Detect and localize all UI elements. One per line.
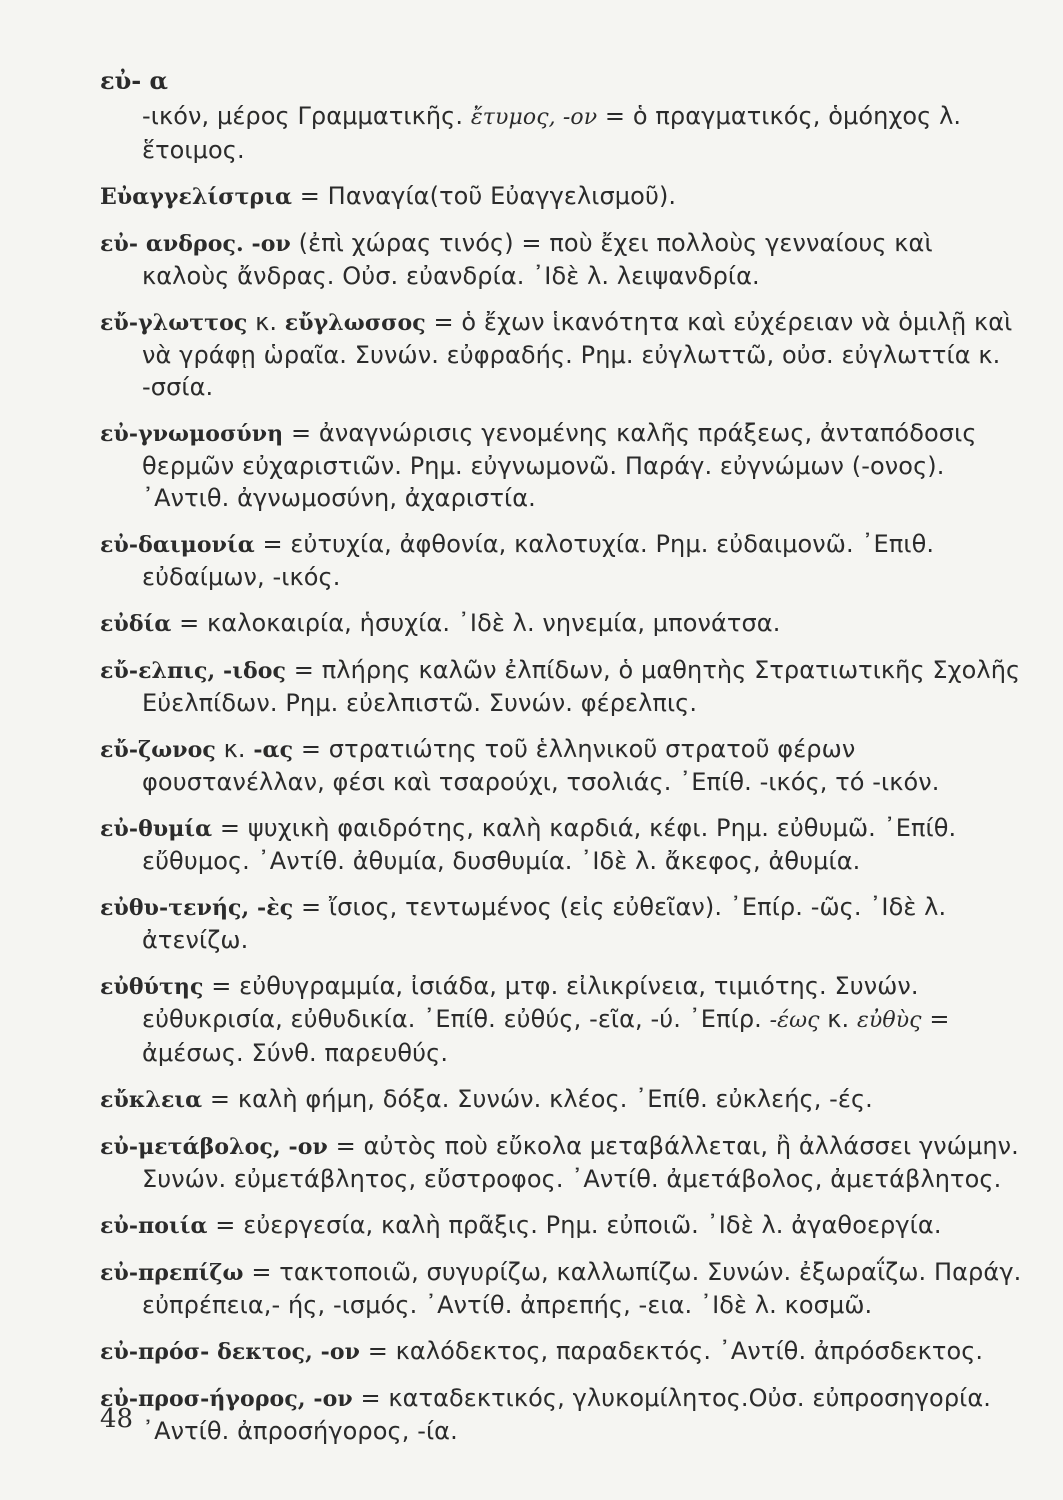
entry-text: = ψυχικὴ φαιδρότης, καλὴ καρδιά, κέφι. Ρημ. εὐθυμῶ. ᾿Επίθ. εὔθυμος. ᾿Αντίθ. ἀθυμία, δυσθυμία. ᾿Ιδὲ λ. ἄκεφος, ἀθυμία. bbox=[142, 814, 957, 875]
entry-text: = στρατιώτης τοῦ ἑλληνικοῦ στρατοῦ φέρων φουστανέλλαν, φέσι καὶ τσαρούχι, τσολιάς. ᾿Επίθ. -ικός, τό -ικόν. bbox=[142, 735, 940, 796]
dictionary-entry bbox=[100, 180, 1023, 213]
entry-text: = Παναγία(τοῦ Εὐαγγελισμοῦ). bbox=[292, 182, 677, 210]
entry-text: = καταδεκτικός, γλυκομίλητος.Οὐσ. εὐπροσηγορία. ᾿Αντίθ. ἀπροσήγορος, -ία. bbox=[142, 1384, 992, 1445]
entry-text: (ἐπὶ χώρας τινός) = ποὺ ἔχει πολλοὺς γενναίους καὶ καλοὺς ἄνδρας. Οὐσ. εὐανδρία. ᾿Ιδὲ λ. λειψανδρία. bbox=[142, 229, 933, 290]
dictionary-entry bbox=[100, 227, 1023, 292]
entry-italic: ἔτυμος, -ον bbox=[470, 105, 598, 130]
entry-italic: -έως bbox=[769, 1008, 820, 1033]
dictionary-entry bbox=[100, 1382, 1023, 1447]
entry-headword: εὐ-δαιμονία bbox=[100, 532, 255, 558]
entry-text: = καλόδεκτος, παραδεκτός. ᾿Αντίθ. ἀπρόσδεκτος. bbox=[359, 1337, 984, 1365]
entry-headword: εὔ-ελπις, -ιδος bbox=[100, 658, 287, 684]
entry-text: = ἀναγνώρισις γενομένης καλῆς πράξεως, ἀνταπόδοσις θερμῶν εὐχαριστιῶν. Ρημ. εὐγνωμονῶ. Παράγ. εὐγνώμων (-ονος). ᾿Αντιθ. ἀγνωμοσύνη, ἀχαριστία. bbox=[142, 419, 977, 512]
dictionary-entry bbox=[100, 1209, 1023, 1242]
entry-text: = ὁ ἔχων ἱκανότητα καὶ εὐχέρειαν νὰ ὁμιλῇ καὶ νὰ γράφῃ ὡραῖα. Συνών. εὐφραδής. Ρημ. εὐγλωττῶ, οὐσ. εὐγλωττία κ. -σσία. bbox=[142, 308, 1013, 401]
dictionary-entry bbox=[100, 528, 1023, 593]
page-header: εὐ- α bbox=[100, 66, 169, 95]
dictionary-entry bbox=[100, 891, 1023, 956]
entry-text: κ. bbox=[215, 735, 254, 763]
dictionary-entry bbox=[100, 1335, 1023, 1368]
entry-headword: -ας bbox=[253, 737, 294, 763]
dictionary-entry bbox=[100, 306, 1023, 403]
dictionary-entry bbox=[100, 812, 1023, 877]
entry-text: = ὁ πραγματικός, ὁμόηχος λ. ἕτοιμος. bbox=[142, 102, 962, 164]
entry-headword: εὐ- ανδρος. -ον bbox=[100, 231, 291, 257]
entry-text: = ἴσιος, τεντωμένος (εἰς εὐθεῖαν). ᾿Επίρ. -ῶς. ᾿Ιδὲ λ. ἀτενίζω. bbox=[142, 893, 947, 954]
entry-headword: εὐθυ-τενής, -ὲς bbox=[100, 895, 294, 921]
entry-headword: εὐ-θυμία bbox=[100, 816, 213, 842]
entry-headword: εὐ-γνωμοσύνη bbox=[100, 421, 284, 447]
entry-headword: εὐ-μετάβολος, -ον bbox=[100, 1134, 328, 1160]
dictionary-entry bbox=[100, 100, 1023, 166]
entry-text: κ. bbox=[247, 308, 285, 336]
entry-headword: εὐθύτης bbox=[100, 974, 204, 1000]
entry-headword: εὐδία bbox=[100, 611, 172, 637]
entry-headword: εὐ-πρόσ- δεκτος, -ον bbox=[100, 1339, 360, 1365]
dictionary-entry bbox=[100, 733, 1023, 798]
entry-text: = καλοκαιρία, ἡσυχία. ᾿Ιδὲ λ. νηνεμία, μπονάτσα. bbox=[171, 609, 781, 637]
entry-headword: εὐ-προσ-ήγορος, -ον bbox=[100, 1386, 353, 1412]
entry-headword: εὔγλωσσος bbox=[284, 310, 426, 336]
entry-headword: εὔκλεια bbox=[100, 1087, 203, 1113]
entry-text: κ. bbox=[819, 1005, 857, 1033]
entry-headword: Εὐαγγελίστρια bbox=[100, 184, 292, 210]
entry-text: = ἀμέσως. Σύνθ. παρευθύς. bbox=[142, 1005, 950, 1067]
entry-text: = εὐθυγραμμία, ἰσιάδα, μτφ. εἰλικρίνεια, τιμιότης. Συνών. εὐθυκρισία, εὐθυδικία. ᾿Επίθ. εὐθύς, -εῖα, -ύ. ᾿Επίρ. bbox=[142, 972, 919, 1033]
dictionary-entry bbox=[100, 970, 1023, 1069]
entry-text: = εὐτυχία, ἀφθονία, καλοτυχία. Ρημ. εὐδαιμονῶ. ᾿Επιθ. εὐδαίμων, -ικός. bbox=[142, 530, 935, 591]
dictionary-entry bbox=[100, 1256, 1023, 1321]
dictionary-entry bbox=[100, 1083, 1023, 1116]
entry-headword: εὔ-ζωνος bbox=[100, 737, 216, 763]
entry-headword: εὔ-γλωττος bbox=[100, 310, 248, 336]
entry-text: = εὐεργεσία, καλὴ πρᾶξις. Ρημ. εὐποιῶ. ᾿Ιδὲ λ. ἀγαθοεργία. bbox=[207, 1211, 942, 1239]
page-number: 48 bbox=[100, 1404, 134, 1434]
dictionary-entry bbox=[100, 607, 1023, 640]
dictionary-entry bbox=[100, 654, 1023, 719]
entry-text: = αὐτὸς ποὺ εὔκολα μεταβάλλεται, ἢ ἀλλάσσει γνώμην. Συνών. εὐμετάβλητος, εὔστροφος. ᾿Αντίθ. ἀμετάβολος, ἀμετάβλητος. bbox=[142, 1132, 1019, 1193]
entry-headword: εὐ-ποιία bbox=[100, 1213, 208, 1239]
entry-headword: εὐ-πρεπίζω bbox=[100, 1260, 244, 1286]
entries-list bbox=[100, 100, 1023, 1447]
dictionary-entry bbox=[100, 1130, 1023, 1195]
entry-text: -ικόν, μέρος Γραμματικῆς. bbox=[142, 102, 471, 130]
entry-italic: εὐθὺς bbox=[856, 1008, 922, 1033]
dictionary-entry bbox=[100, 417, 1023, 514]
entry-text: = τακτοποιῶ, συγυρίζω, καλλωπίζω. Συνών. ἐξωραΐζω. Παράγ. εὐπρέπεια,- ής, -ισμός. ᾿Αντίθ. ἀπρεπής, -εια. ᾿Ιδὲ λ. κοσμῶ. bbox=[142, 1258, 1022, 1319]
entry-text: = πλήρης καλῶν ἐλπίδων, ὁ μαθητὴς Στρατιωτικῆς Σχολῆς Εὐελπίδων. Ρημ. εὐελπιστῶ. Συνών. φέρελπις. bbox=[142, 656, 1021, 717]
entry-text: = καλὴ φήμη, δόξα. Συνών. κλέος. ᾿Επίθ. εὐκλεής, -ές. bbox=[202, 1085, 873, 1113]
